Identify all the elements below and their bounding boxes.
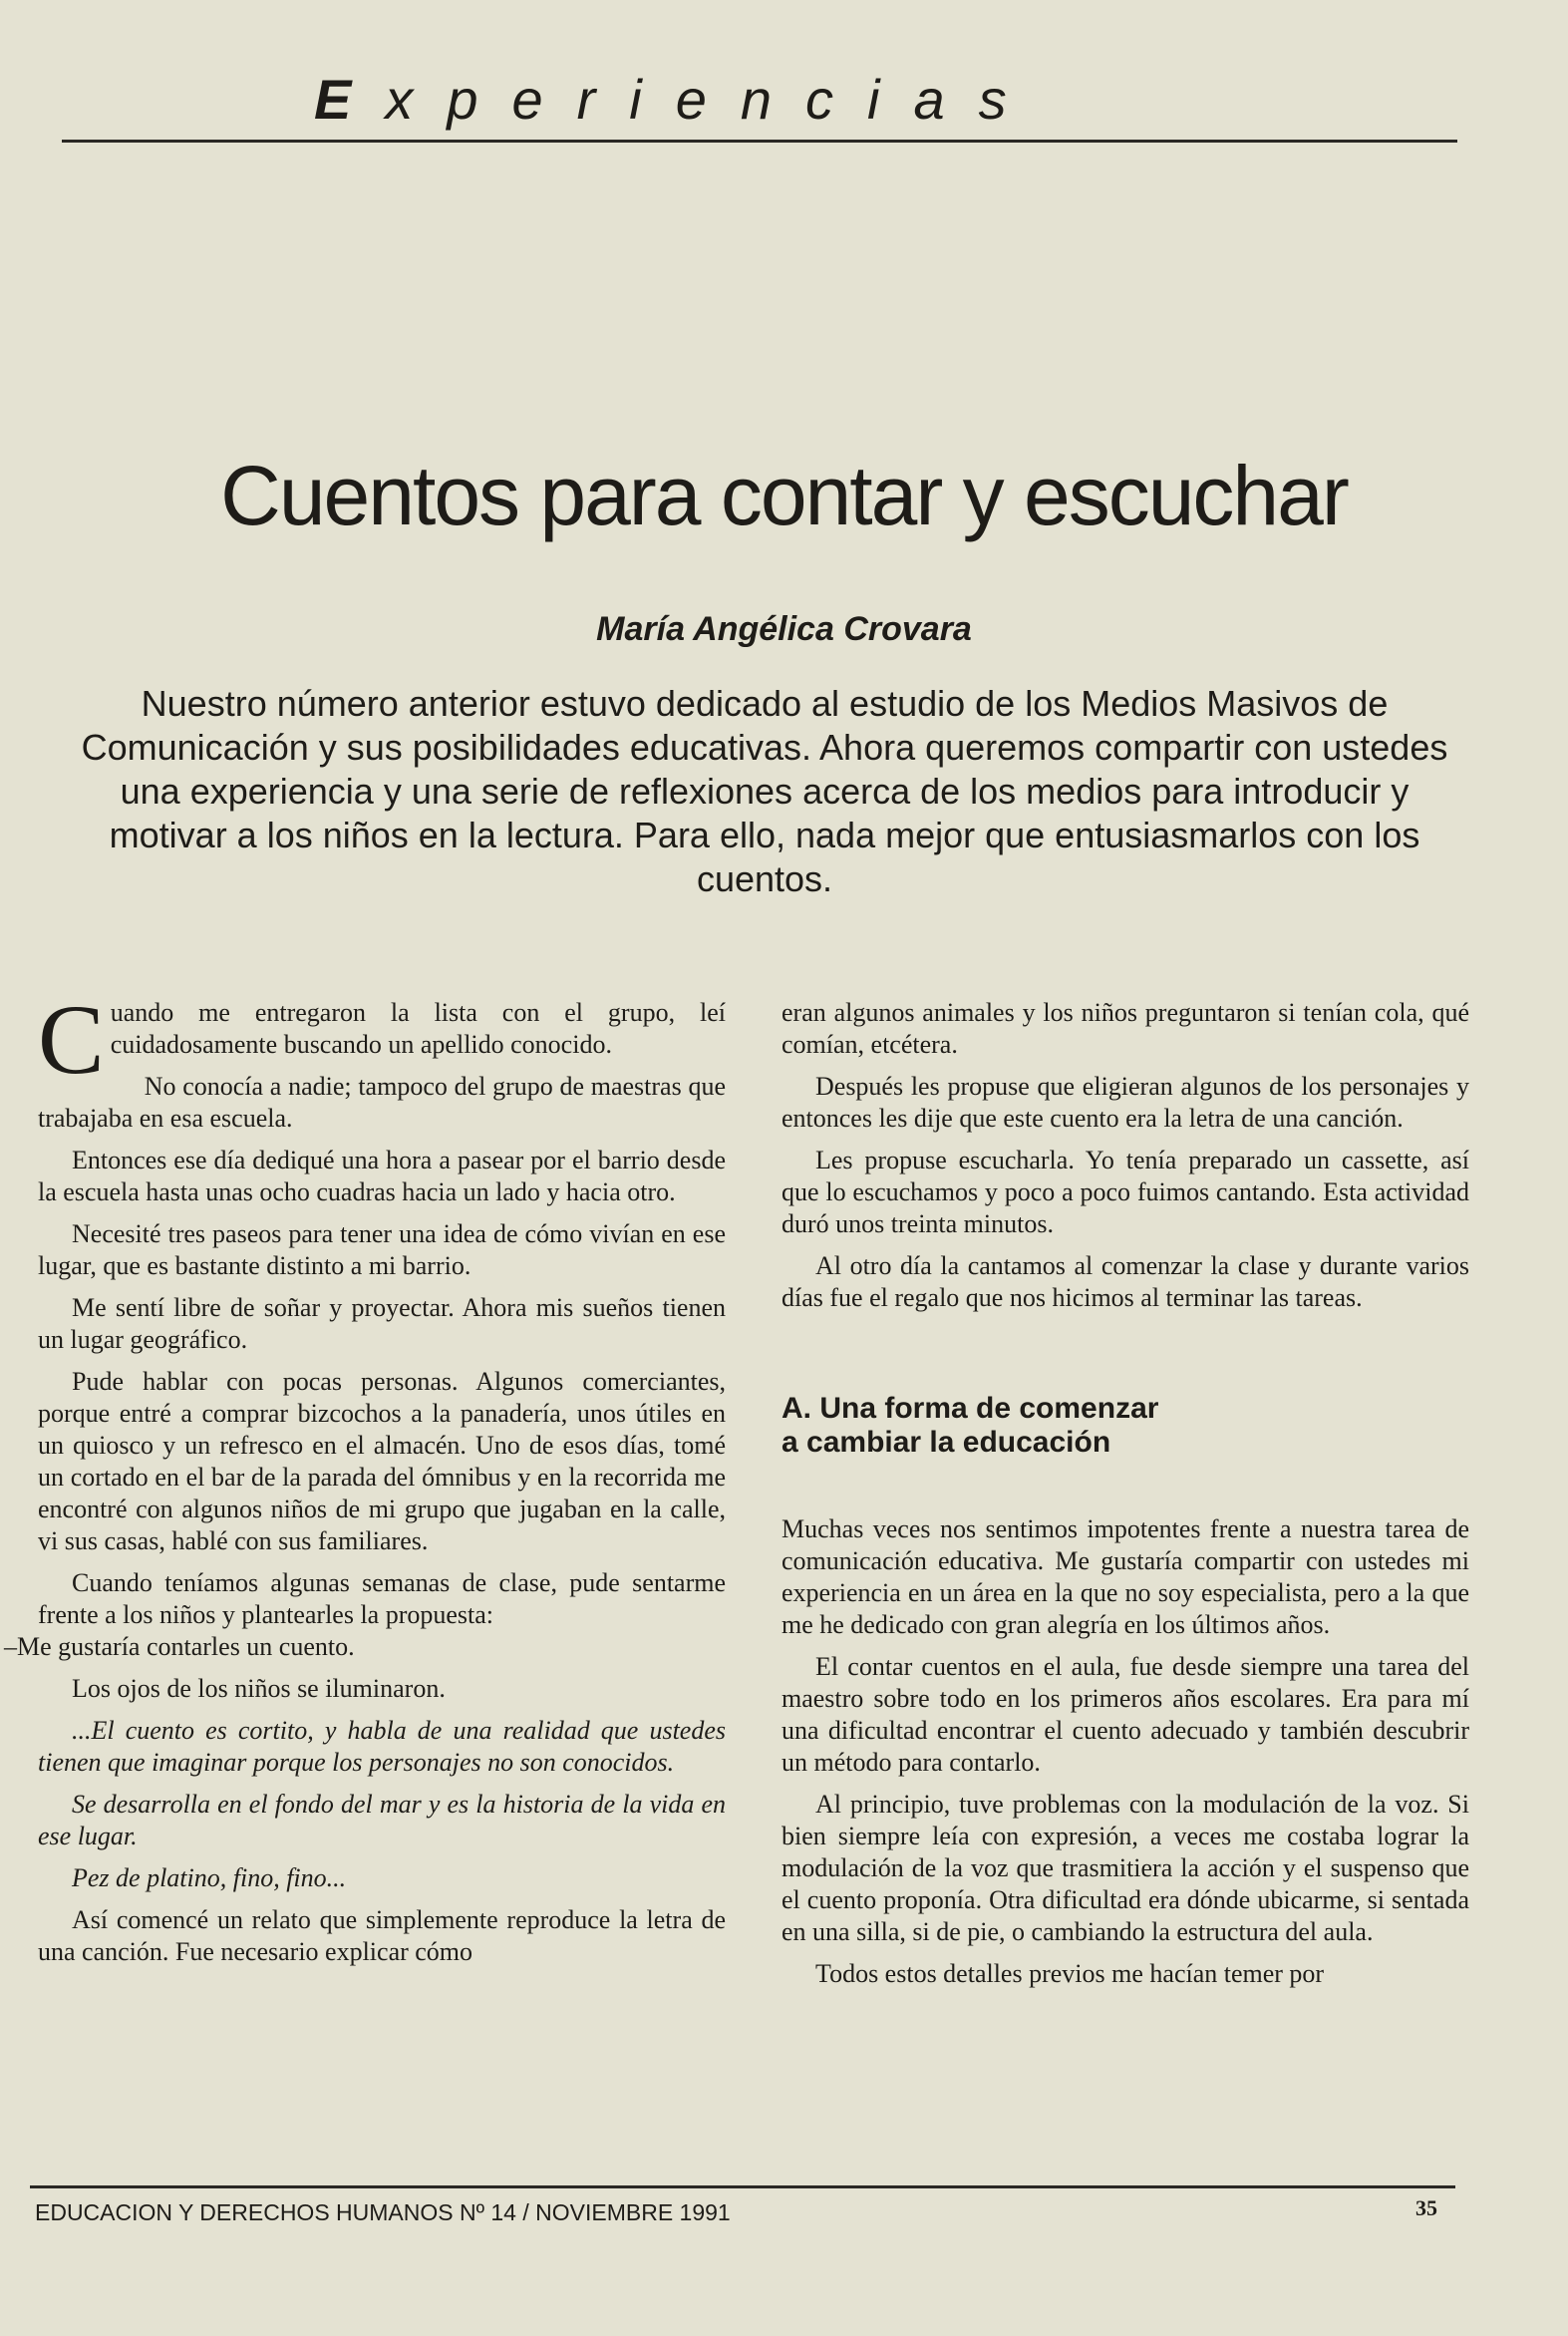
article-author: María Angélica Crovara: [596, 610, 972, 648]
body-paragraph: Al principio, tuve problemas con la modulación de la voz. Si bien siempre leía con expresión, a veces me costaba lograr la modulación de la voz que trasmitiera la acción y el suspenso que el cuento proponía. Otra dificultad era dónde ubicarme, si sentada en una silla, si de pie, o cambiando la estructura del aula.: [782, 1790, 1469, 1946]
section-subheading: [782, 1392, 1469, 1460]
continuation-paragraph: eran algunos animales y los niños preguntaron si tenían cola, qué comían, etcétera.: [782, 998, 1469, 1059]
italic-paragraph: Se desarrolla en el fondo del mar y es la historia de la vida en ese lugar.: [38, 1790, 726, 1850]
left-column: [4, 984, 726, 1978]
drop-cap: C: [38, 984, 105, 1095]
section-header: [314, 68, 1041, 131]
body-paragraph: Al otro día la cantamos al comenzar la clase y durante varios días fue el regalo que nos hicimos al terminar las tareas.: [782, 1251, 1469, 1312]
right-column: [782, 997, 1469, 2000]
body-paragraph: Así comencé un relato que simplemente reproduce la letra de una canción. Fue necesario explicar cómo: [38, 1905, 726, 1966]
subheading-line-1: A. Una forma de comenzar: [782, 1392, 1159, 1425]
section-header-rest: xperiencias: [385, 68, 1041, 131]
section-header-initial: E: [314, 68, 386, 131]
body-paragraph: [4, 1567, 726, 1663]
first-paragraph-text: uando me entregaron la lista con el grupo, leí cuidadosamente buscando un apellido conocido.: [110, 998, 726, 1059]
proposal-text: Cuando teníamos algunas semanas de clase, pude sentarme frente a los niños y plantearles la propuesta:: [38, 1568, 726, 1629]
quote-line: –Me gustaría contarles un cuento.: [4, 1632, 355, 1661]
body-paragraph: El contar cuentos en el aula, fue desde siempre una tarea del maestro sobre todo en los primeros años escolares. Era para mí una dificultad encontrar el cuento adecuado y también descubrir un método para contarlo.: [782, 1652, 1469, 1777]
page-number: 35: [1415, 2195, 1437, 2220]
body-paragraph: Todos estos detalles previos me hacían temer por: [815, 1959, 1325, 1988]
first-paragraph: [38, 984, 726, 1095]
body-paragraph: No conocía a nadie; tampoco del grupo de maestras que trabajaba en esa escuela.: [38, 1072, 726, 1133]
body-paragraph: Pude hablar con pocas personas. Algunos comerciantes, porque entré a comprar bizcochos a la panadería, unos útiles en un quiosco y un refresco en el almacén. Uno de esos días, tomé un cortado en el bar de la parada del ómnibus y en la recorrida me encontré con algunos niños de mi grupo que jugaban en la calle, vi sus casas, hablé con sus familiares.: [38, 1367, 726, 1555]
body-paragraph: Me sentí libre de soñar y proyectar. Ahora mis sueños tienen un lugar geográfico.: [38, 1293, 726, 1354]
body-paragraph: Después les propuse que eligieran algunos de los personajes y entonces les dije que este cuento era la letra de una canción.: [782, 1072, 1469, 1133]
body-paragraph: Les propuse escucharla. Yo tenía preparado un cassette, así que lo escuchamos y poco a poco fuimos cantando. Esta actividad duró unos treinta minutos.: [782, 1146, 1469, 1238]
footer-publication: EDUCACION Y DERECHOS HUMANOS Nº 14 / NOVIEMBRE 1991: [35, 2199, 731, 2225]
italic-paragraph: Pez de platino, fino, fino...: [72, 1863, 347, 1892]
body-paragraph: Necesité tres paseos para tener una idea de cómo vivían en ese lugar, que es bastante distinto a mi barrio.: [38, 1219, 726, 1280]
italic-paragraph: ...El cuento es cortito, y habla de una realidad que ustedes tienen que imaginar porque los personajes no son conocidos.: [38, 1716, 726, 1777]
article-title: Cuentos para contar y escuchar: [220, 449, 1348, 542]
body-paragraph: Los ojos de los niños se iluminaron.: [72, 1674, 446, 1703]
subheading-line-2: a cambiar la educación: [782, 1426, 1111, 1459]
body-paragraph: Muchas veces nos sentimos impotentes frente a nuestra tarea de comunicación educativa. Me gustaría compartir con ustedes mi experiencia en un área en la que no soy especialista, pero a la que me he dedicado con gran alegría en los últimos años.: [782, 1514, 1469, 1639]
header-rule: [62, 140, 1457, 143]
footer-rule: [30, 2185, 1455, 2188]
body-paragraph: Entonces ese día dediqué una hora a pasear por el barrio desde la escuela hasta unas ocho cuadras hacia un lado y hacia otro.: [38, 1146, 726, 1206]
lead-paragraph: Nuestro número anterior estuvo dedicado al estudio de los Medios Masivos de Comunicación y sus posibilidades educativas. Ahora queremos compartir con ustedes una experiencia y una serie de reflexiones acerca de los medios para introducir y motivar a los niños en la lectura. Para ello, nada mejor que entusiasmarlos con los cuentos.: [81, 683, 1448, 899]
